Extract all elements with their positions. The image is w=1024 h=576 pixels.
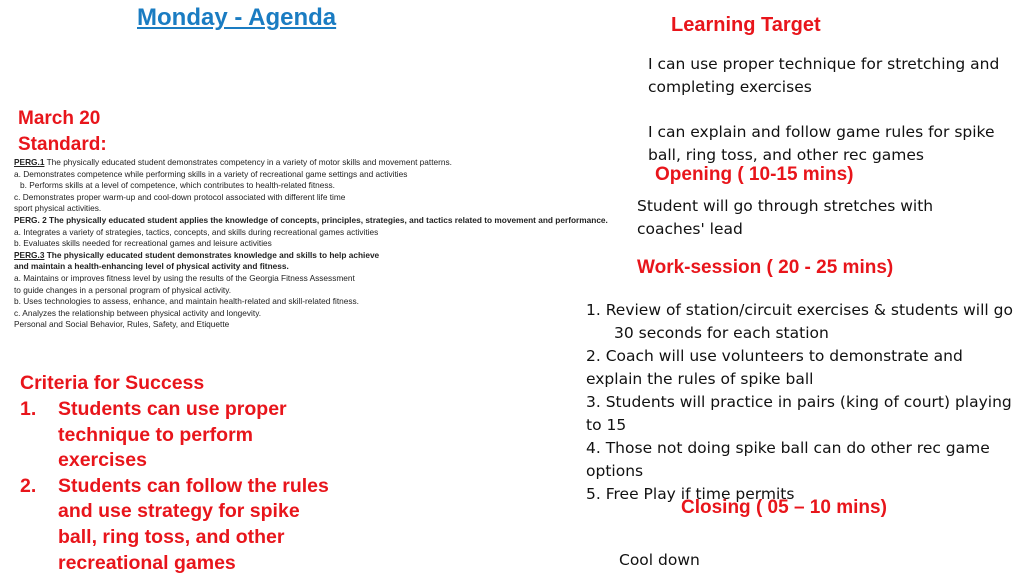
opening-heading: Opening ( 10-15 mins) bbox=[655, 164, 854, 185]
opening-text: Student will go through stretches with coaches' lead bbox=[637, 197, 934, 238]
standard-perg1-c-cont: sport physical activities. bbox=[14, 203, 102, 214]
standard-personal-social: Personal and Social Behavior, Rules, Safety, and Etiquette bbox=[14, 319, 230, 330]
criteria-text: Students can follow the rules and use strategy for spike ball, ring toss, and other recreational games bbox=[58, 474, 329, 574]
learning-target-statement-2: I can explain and follow game rules for spike ball, ring toss, and other rec games bbox=[648, 123, 995, 164]
work-session-heading: Work-session ( 20 - 25 mins) bbox=[637, 257, 894, 278]
work-session-steps bbox=[586, 299, 1021, 506]
standard-perg3-b: b. Uses technologies to assess, enhance, and maintain health-related and skill-related fitness. bbox=[14, 296, 359, 307]
standard-perg1-c: c. Demonstrates proper warm-up and cool-down protocol associated with different life time bbox=[14, 191, 346, 202]
standard-perg1-b: b. Performs skills at a level of competence, which contributes to health-related fitness. bbox=[20, 180, 335, 191]
standard-perg3-a-cont: to guide changes in a personal program of physical activity. bbox=[14, 284, 232, 295]
standard-perg1-text: The physically educated student demonstrates competency in a variety of motor skills and movement patterns. bbox=[44, 157, 452, 167]
standard-perg3-a: a. Maintains or improves fitness level by using the results of the Georgia Fitness Assessment bbox=[14, 272, 355, 283]
standard-perg3-text: The physically educated student demonstrates knowledge and skills to help achieve bbox=[44, 249, 380, 260]
standard-perg1-a: a. Demonstrates competence while performing skills in a variety of recreational game settings and activities bbox=[14, 168, 408, 179]
agenda-date: March 20 bbox=[18, 108, 101, 129]
criteria-item bbox=[20, 397, 340, 474]
standard-perg2-a: a. Integrates a variety of strategies, tactics, concepts, and skills during recreational games activities bbox=[14, 226, 379, 237]
criteria-heading: Criteria for Success bbox=[20, 372, 205, 394]
criteria-number: 2. bbox=[20, 474, 37, 497]
standard-perg3-text-cont: and maintain a health-enhancing level of physical activity and fitness. bbox=[14, 261, 289, 272]
standard-code-perg1: PERG.1 bbox=[14, 157, 45, 167]
standard-perg2-b: b. Evaluates skills needed for recreational games and leisure activities bbox=[14, 238, 272, 249]
criteria-item bbox=[20, 474, 340, 576]
work-step-2: 2. Coach will use volunteers to demonstrate and explain the rules of spike ball bbox=[586, 347, 963, 388]
standard-perg2: PERG. 2 The physically educated student applies the knowledge of concepts, principles, strategies, and tactics related to movement and performance. bbox=[14, 214, 608, 225]
criteria-list bbox=[20, 397, 340, 576]
work-step-5: 5. Free Play if time permits bbox=[586, 485, 795, 503]
standard-code-perg3: PERG.3 bbox=[14, 249, 45, 260]
work-step-3: 3. Students will practice in pairs (king of court) playing to 15 bbox=[586, 393, 1012, 434]
page-title: Monday - Agenda bbox=[137, 4, 337, 31]
work-step-1: 1. Review of station/circuit exercises & students will go 30 seconds for each station bbox=[586, 301, 1013, 342]
criteria-number: 1. bbox=[20, 398, 37, 420]
learning-target-heading: Learning Target bbox=[671, 14, 821, 36]
standard-label: Standard: bbox=[18, 134, 107, 155]
criteria-text: Students can use proper technique to perform exercises bbox=[58, 398, 287, 472]
date-standard-block bbox=[18, 106, 107, 158]
work-step-4: 4. Those not doing spike ball can do other rec game options bbox=[586, 439, 990, 480]
standards-list bbox=[14, 157, 608, 331]
standard-perg3-c: c. Analyzes the relationship between physical activity and longevity. bbox=[14, 307, 262, 318]
closing-heading: Closing ( 05 – 10 mins) bbox=[681, 497, 887, 518]
closing-text: Cool down bbox=[619, 551, 700, 569]
learning-target-statement-1: I can use proper technique for stretching and completing exercises bbox=[648, 55, 1000, 96]
